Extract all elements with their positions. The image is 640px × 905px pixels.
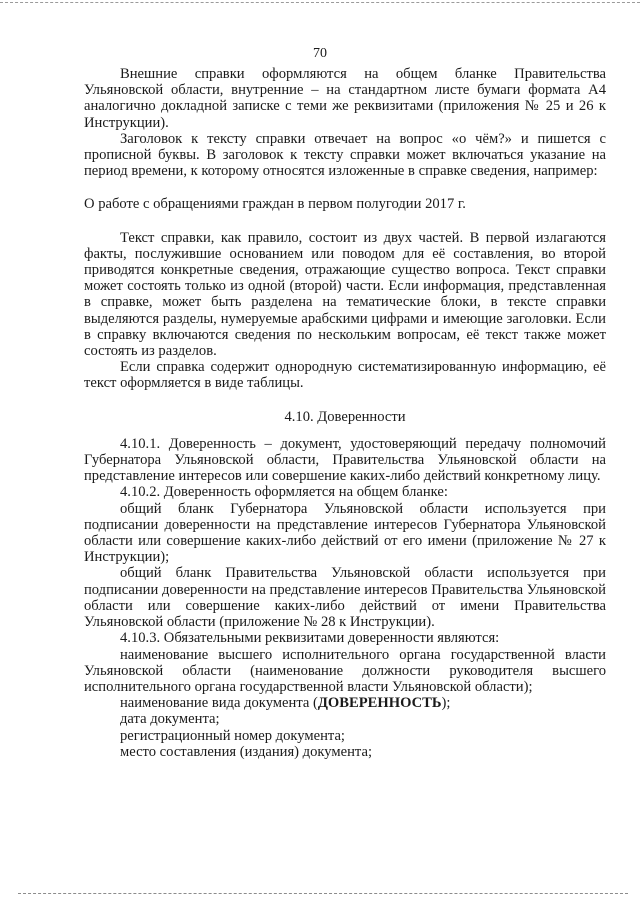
- list-item-place: место составления (издания) документа;: [120, 743, 373, 760]
- list-item-reg-number: регистрационный номер документа;: [120, 727, 345, 744]
- list-item-organ-name: наименование высшего исполнительного органа государственной власти Ульяновской области (наименование должности руководителя высшего исполнительного органа государственной власти Ульяновской области);: [84, 646, 606, 695]
- page-number: 70: [313, 46, 327, 61]
- scan-border-bottom: [18, 893, 628, 898]
- section-heading: 4.10. Доверенности: [284, 408, 406, 425]
- paragraph-4-10-1: 4.10.1. Доверенность – документ, удостоверяющий передачу полномочий Губернатора Ульяновской области, Правительства Ульяновской области на представление интересов или совершение каких-либо действий конкретному лицу.: [84, 435, 606, 485]
- paragraph-4-10-3: 4.10.3. Обязательными реквизитами доверенности являются:: [120, 630, 500, 647]
- scan-border-top: [0, 2, 640, 9]
- paragraph-external-references: Внешние справки оформляются на общем бланке Правительства Ульяновской области, внутренние – на стандартном листе бумаги формата А4 аналогично докладной записке с теми же реквизитами (приложения № 25 и 26 к Инструкции).: [84, 66, 606, 131]
- doc-type-suffix: );: [441, 695, 451, 712]
- doc-type-bold: ДОВЕРЕННОСТЬ: [317, 695, 442, 712]
- paragraph-government-form: общий бланк Правительства Ульяновской области используется при подписании доверенности на представление интересов Правительства Ульяновской области или совершение каких-либо действий от имени Правительства Ульяновской области (приложение № 28 к Инструкции).: [84, 565, 606, 631]
- paragraph-reference-table: Если справка содержит однородную систематизированную информацию, её текст оформляется в виде таблицы.: [84, 359, 606, 392]
- doc-type-prefix: наименование вида документа (: [120, 695, 318, 712]
- paragraph-governor-form: общий бланк Губернатора Ульяновской области используется при подписании доверенности на представление интересов Губернатора Ульяновской области или совершение каких-либо действий от его имени (приложение № 27 к Инструкции);: [84, 500, 606, 566]
- paragraph-reference-text: Текст справки, как правило, состоит из двух частей. В первой излагаются факты, послужившие основанием или поводом для её составления, во второй приводятся конкретные сведения, отражающие существо вопроса. Текст справки может состоять только из одной (второй) части. Если информация, представленная в справке, может быть разделена на тематические блоки, в тексте справки выделяются разделы, нумеруемые арабскими цифрами и имеющие заголовки. Если в справку включаются сведения по нескольким вопросам, её текст также может состоять из разделов.: [84, 229, 606, 360]
- list-item-date: дата документа;: [120, 711, 220, 728]
- document-body: [84, 66, 606, 760]
- paragraph-reference-heading: Заголовок к тексту справки отвечает на вопрос «о чём?» и пишется с прописной буквы. В заголовок к тексту справки может включаться указание на период времени, к которому относятся изложенные в справке сведения, например:: [84, 130, 606, 180]
- paragraph-4-10-2: 4.10.2. Доверенность оформляется на общем бланке:: [120, 484, 448, 501]
- example-heading: О работе с обращениями граждан в первом полугодии 2017 г.: [84, 196, 466, 213]
- list-item-doc-type: [84, 695, 606, 711]
